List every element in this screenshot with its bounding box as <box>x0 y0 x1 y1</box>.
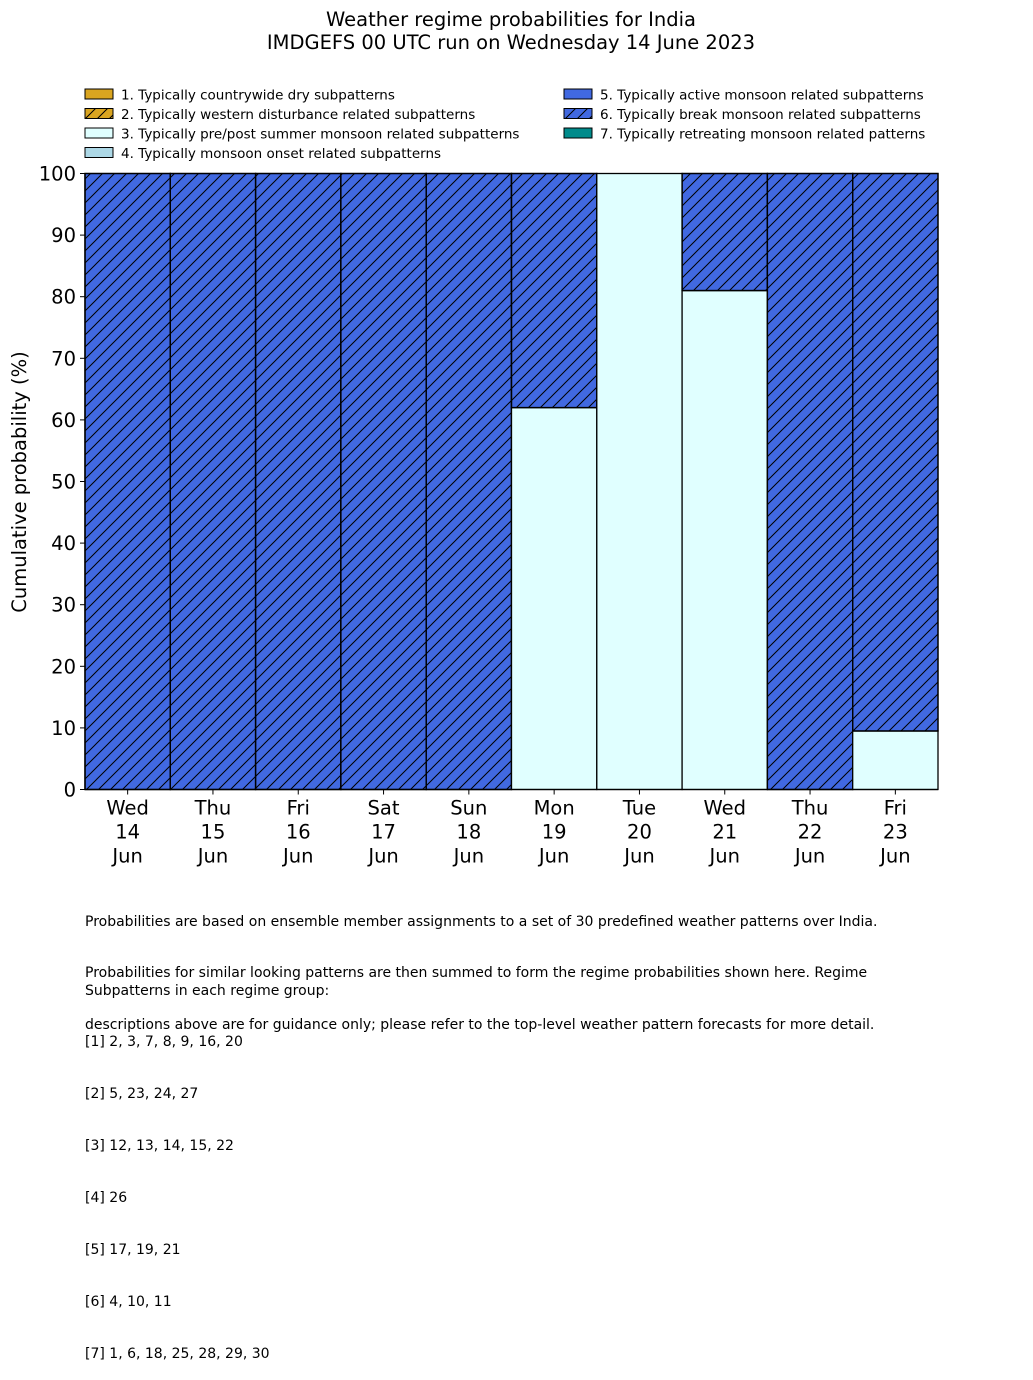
legend-label: 7. Typically retreating monsoon related patterns <box>600 126 926 143</box>
x-tick-label <box>366 797 400 868</box>
legend-label: 1. Typically countrywide dry subpatterns <box>121 87 395 104</box>
x-tick-label <box>791 797 829 868</box>
group-line: [4] 26 <box>85 1190 128 1207</box>
legend-label: 4. Typically monsoon onset related subpatterns <box>121 146 442 162</box>
x-tick-label-line: 14 <box>115 820 141 844</box>
y-tick-label: 100 <box>38 162 76 186</box>
bar-fri-23-jun-series-6-hatch <box>853 174 938 731</box>
x-tick-label <box>703 797 746 868</box>
x-tick-label <box>534 797 575 868</box>
y-tick-label: 0 <box>63 778 76 802</box>
x-tick-label-line: 17 <box>371 820 396 844</box>
y-tick-label: 60 <box>51 408 76 432</box>
x-tick-label-line: Jun <box>368 844 399 868</box>
y-tick-label: 20 <box>51 655 76 679</box>
x-tick-label <box>106 797 149 868</box>
group-line: [6] 4, 10, 11 <box>85 1293 172 1310</box>
x-tick-label-line: Jun <box>624 844 655 868</box>
x-tick-label-line: Jun <box>880 844 911 868</box>
legend-swatch-hatch <box>564 109 592 119</box>
chart-legend <box>85 88 925 163</box>
y-tick-label: 70 <box>51 347 76 371</box>
bar-fri-16-jun-series-6-hatch <box>256 174 341 790</box>
description-line: descriptions above are for guidance only; please refer to the top-level weather pattern forecasts for more detail. <box>85 1017 875 1034</box>
group-line: [2] 5, 23, 24, 27 <box>85 1086 199 1103</box>
y-tick-label: 10 <box>51 716 76 740</box>
x-tick-label-line: Thu <box>791 796 829 820</box>
x-tick-label-line: 23 <box>882 820 908 844</box>
legend-swatch <box>85 89 113 99</box>
y-tick-label: 40 <box>51 532 76 556</box>
x-tick-label-line: 15 <box>200 820 226 844</box>
bar-fri-23-jun-series-3 <box>853 731 938 790</box>
bar-mon-19-jun-series-6-hatch <box>512 174 597 408</box>
x-tick-label-line: Jun <box>283 844 314 868</box>
x-tick-label-line: 21 <box>712 820 738 844</box>
bar-thu-15-jun-series-6-hatch <box>170 174 255 790</box>
y-tick-label: 80 <box>51 285 76 309</box>
x-tick-label-line: Sat <box>367 796 400 820</box>
legend-label: 3. Typically pre/post summer monsoon related subpatterns <box>121 126 520 143</box>
description-line: Probabilities for similar looking patterns are then summed to form the regime probabilities shown here. Regime <box>85 965 868 982</box>
x-axis <box>85 790 938 868</box>
x-tick-label-line: Wed <box>106 796 149 820</box>
x-tick-label <box>450 797 487 868</box>
x-tick-label-line: Jun <box>112 844 143 868</box>
legend-swatch <box>564 128 592 138</box>
x-tick-label-line: 18 <box>456 820 482 844</box>
y-tick-label: 30 <box>51 593 76 617</box>
bar-mon-19-jun-series-3 <box>512 408 597 790</box>
legend-label: 6. Typically break monsoon related subpatterns <box>600 107 921 123</box>
groups-heading: Subpatterns in each regime group: <box>85 982 330 999</box>
legend-swatch-hatch <box>85 109 113 119</box>
group-line: [1] 2, 3, 7, 8, 9, 16, 20 <box>85 1034 243 1051</box>
x-tick-label <box>281 797 313 868</box>
chart-title: Weather regime probabilities for India <box>325 8 697 31</box>
x-tick-label-line: 20 <box>627 820 652 844</box>
bar-thu-22-jun-series-6-hatch <box>767 174 852 790</box>
x-tick-label-line: Jun <box>538 844 570 868</box>
bar-sun-18-jun-series-6-hatch <box>426 174 511 790</box>
y-axis <box>39 163 85 802</box>
x-tick-label-line: Jun <box>709 844 740 868</box>
x-tick-label-line: Mon <box>533 796 575 820</box>
x-tick-label-line: 19 <box>541 820 567 844</box>
x-tick-label-line: Jun <box>794 844 826 868</box>
x-tick-label-line: 22 <box>797 820 823 844</box>
bar-wed-21-jun-series-3 <box>682 291 767 790</box>
x-tick-label-line: Fri <box>286 796 310 820</box>
bar-wed-14-jun-series-6-hatch <box>85 174 170 790</box>
bar-tue-20-jun-series-3 <box>597 174 682 790</box>
x-tick-label-line: 16 <box>285 820 311 844</box>
group-line: [5] 17, 19, 21 <box>85 1242 181 1259</box>
legend-swatch <box>564 89 592 99</box>
x-tick-label-line: Fri <box>883 796 907 820</box>
x-tick-label-line: Wed <box>703 796 747 820</box>
x-tick-label <box>194 797 232 868</box>
group-line: [7] 1, 6, 18, 25, 28, 29, 30 <box>85 1345 270 1362</box>
legend-label: 2. Typically western disturbance related subpatterns <box>121 107 476 123</box>
legend-swatch <box>85 148 113 158</box>
y-tick-label: 90 <box>51 224 76 248</box>
description-line: Probabilities are based on ensemble member assignments to a set of 30 predefined weather patterns over India. <box>85 913 878 930</box>
regime-groups <box>85 948 329 1380</box>
legend-swatch <box>85 128 113 138</box>
x-tick-label-line: Tue <box>622 796 657 820</box>
x-tick-label-line: Sun <box>450 796 488 820</box>
bar-area <box>85 174 938 790</box>
bar-sat-17-jun-series-6-hatch <box>341 174 426 790</box>
x-tick-label <box>622 797 656 868</box>
x-tick-label-line: Jun <box>197 844 229 868</box>
group-line: [3] 12, 13, 14, 15, 22 <box>85 1138 234 1155</box>
y-axis-label: Cumulative probability (%) <box>8 351 31 613</box>
y-tick-label: 50 <box>51 470 76 494</box>
x-tick-label-line: Jun <box>453 844 485 868</box>
x-tick-label-line: Thu <box>194 796 232 820</box>
x-tick-label <box>878 797 910 868</box>
legend-label: 5. Typically active monsoon related subpatterns <box>600 87 924 104</box>
chart-subtitle: IMDGEFS 00 UTC run on Wednesday 14 June 2023 <box>266 31 756 54</box>
bar-wed-21-jun-series-6-hatch <box>682 174 767 291</box>
